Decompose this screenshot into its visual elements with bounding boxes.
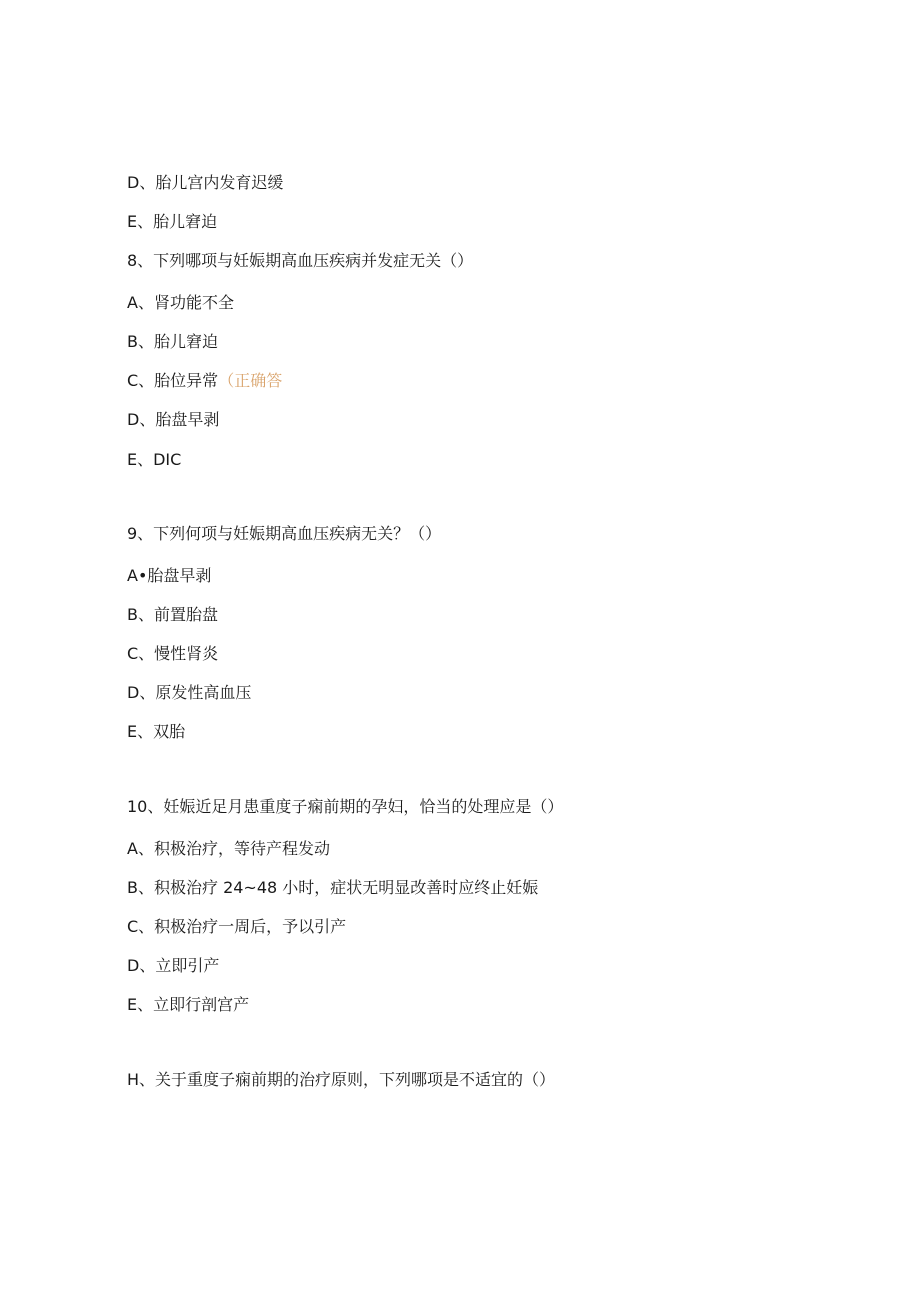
question-9-option-c: C、慢性肾炎 bbox=[127, 644, 219, 663]
question-9-option-a: A•胎盘早剥 bbox=[127, 566, 212, 585]
question-10: 10、妊娠近足月患重度子痫前期的孕妇，恰当的处理应是（） bbox=[127, 797, 564, 816]
question-8-option-d: D、胎盘早剥 bbox=[127, 410, 220, 429]
question-8: 8、下列哪项与妊娠期高血压疾病并发症无关（） bbox=[127, 251, 474, 270]
question-9-option-d: D、原发性高血压 bbox=[127, 683, 252, 702]
question-9: 9、下列何项与妊娠期高血压疾病无关？（） bbox=[127, 524, 442, 543]
question-10-option-b: B、积极治疗 24~48 小时，症状无明显改善时应终止妊娠 bbox=[127, 878, 539, 897]
question-8-option-c bbox=[127, 371, 282, 391]
answer-hint: （正确答 bbox=[218, 371, 283, 390]
question-9-option-e: E、双胎 bbox=[127, 722, 186, 741]
question-8-option-e: E、DIC bbox=[127, 450, 182, 469]
question-10-option-a: A、积极治疗，等待产程发动 bbox=[127, 839, 330, 858]
option-c-text: C、胎位异常 bbox=[127, 371, 219, 390]
option-8d-prev: D、胎儿宫内发育迟缓 bbox=[127, 173, 284, 192]
option-8e-prev: E、胎儿窘迫 bbox=[127, 212, 218, 231]
question-8-option-b: B、胎儿窘迫 bbox=[127, 332, 218, 351]
question-9-option-b: B、前置胎盘 bbox=[127, 605, 218, 624]
question-10-option-e: E、立即行剖宫产 bbox=[127, 995, 250, 1014]
question-8-option-a: A、肾功能不全 bbox=[127, 293, 234, 312]
question-10-option-d: D、立即引产 bbox=[127, 956, 220, 975]
question-11: H、关于重度子痫前期的治疗原则，下列哪项是不适宜的（） bbox=[127, 1070, 556, 1089]
question-10-option-c: C、积极治疗一周后，予以引产 bbox=[127, 917, 347, 936]
